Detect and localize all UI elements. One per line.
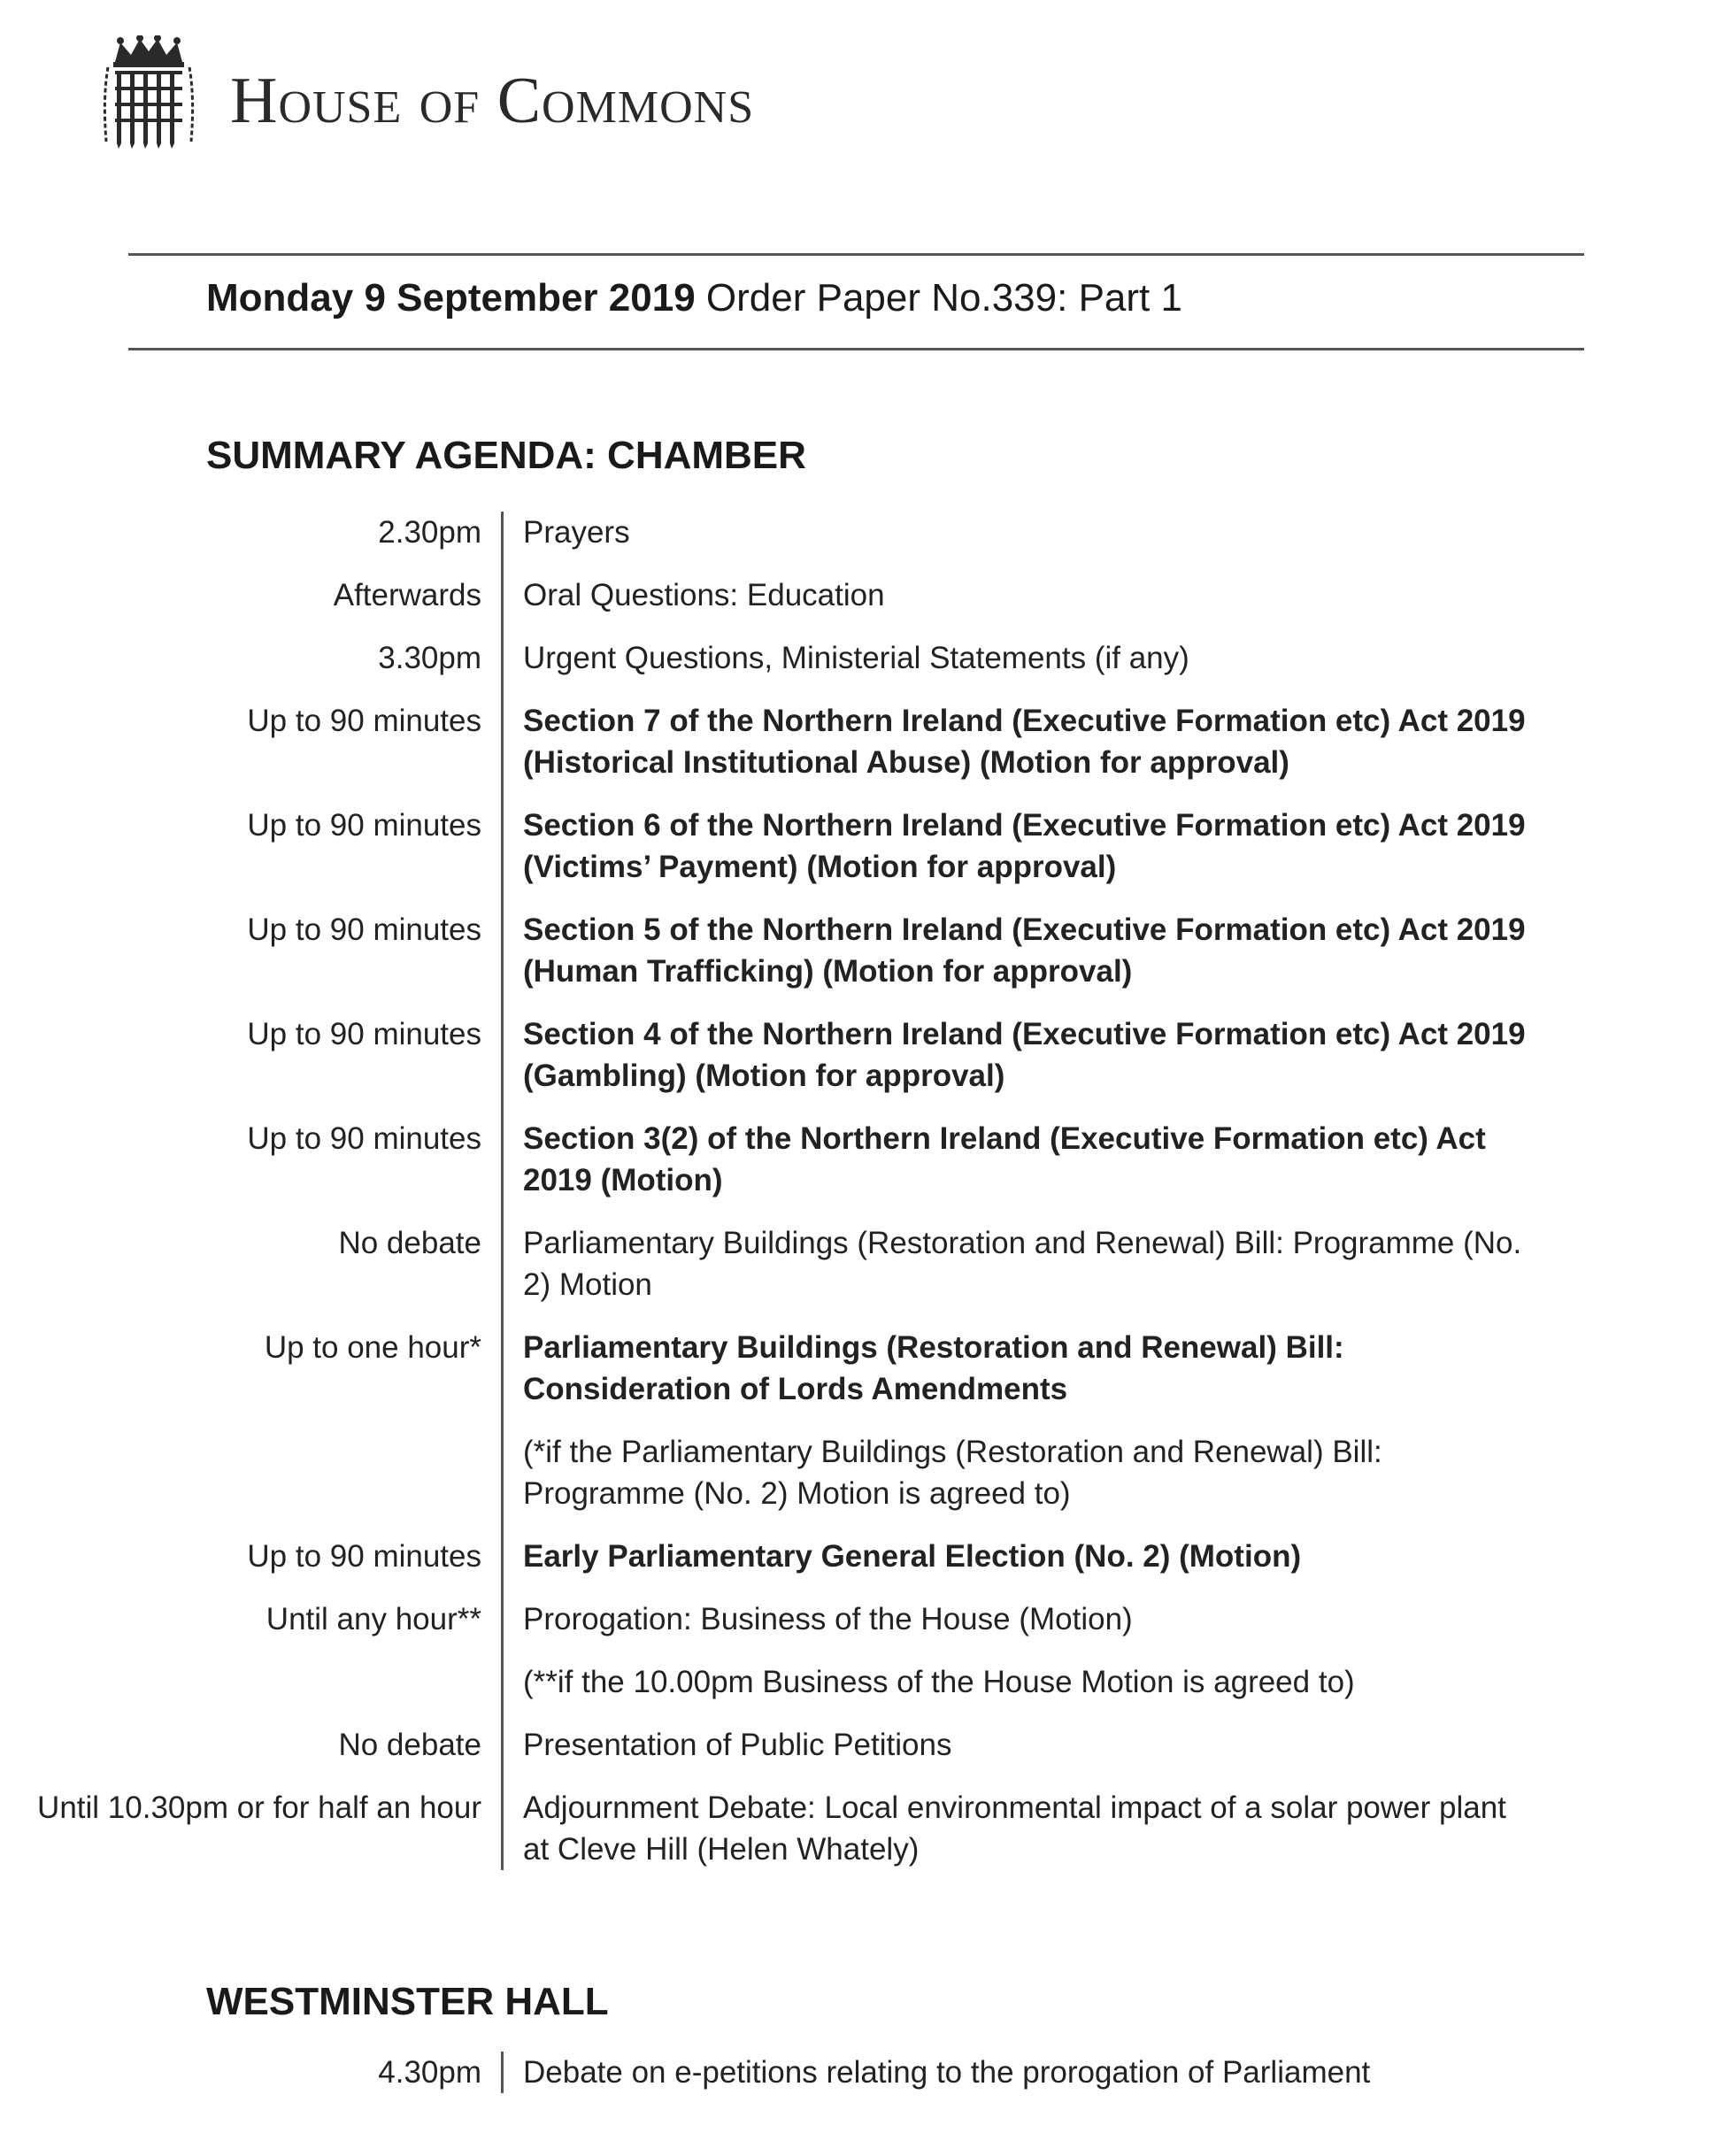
westminster-hall-heading: WESTMINSTER HALL (206, 1980, 609, 2023)
agenda-item: Section 5 of the Northern Ireland (Executive Formation etc) Act 2019 (Human Trafficking) (Motion for approval) (523, 912, 1526, 989)
agenda-item: Section 7 of the Northern Ireland (Executive Formation etc) Act 2019 (Historical Institutional Abuse) (Motion for approval) (523, 704, 1526, 780)
agenda-item: Presentation of Public Petitions (523, 1728, 952, 1762)
agenda-time: 3.30pm (378, 641, 481, 675)
agenda-row (0, 1327, 1724, 1431)
agenda-item: Debate on e-petitions relating to the prorogation of Parliament (523, 2055, 1371, 2090)
agenda-time: Up to 90 minutes (247, 912, 481, 947)
agenda-row (0, 1013, 1724, 1118)
agenda-item: Oral Questions: Education (523, 578, 885, 612)
agenda-row-note (0, 1661, 1724, 1724)
agenda-time: Up to one hour* (264, 1330, 481, 1365)
header-rule-top (128, 253, 1584, 256)
agenda-item: Section 3(2) of the Northern Ireland (Executive Formation etc) Act 2019 (Motion) (523, 1121, 1486, 1197)
agenda-time: Up to 90 minutes (247, 704, 481, 738)
agenda-item: Prorogation: Business of the House (Motion) (523, 1602, 1133, 1636)
header-rule-bottom (128, 348, 1584, 350)
agenda-row (0, 1787, 1724, 1870)
agenda-time: Up to 90 minutes (247, 1121, 481, 1156)
agenda-item: Urgent Questions, Ministerial Statements (if any) (523, 641, 1189, 675)
agenda-time: Up to 90 minutes (247, 1017, 481, 1051)
agenda-item: Section 6 of the Northern Ireland (Executive Formation etc) Act 2019 (Victims’ Payment) (Motion for approval) (523, 808, 1526, 884)
agenda-time (0, 1431, 501, 1536)
agenda-item: Prayers (523, 515, 630, 550)
chamber-agenda (0, 512, 1724, 1870)
agenda-row (0, 512, 1724, 574)
agenda-item: Parliamentary Buildings (Restoration and Renewal) Bill: Consideration of Lords Amendments (523, 1330, 1344, 1406)
agenda-time: Afterwards (333, 578, 481, 612)
agenda-row (0, 1536, 1724, 1598)
agenda-time: Until any hour** (266, 1602, 481, 1636)
order-paper-date: Monday 9 September 2019 (206, 276, 696, 320)
agenda-time: Up to 90 minutes (247, 808, 481, 843)
order-paper-dateline (206, 276, 1182, 320)
westminster-hall-agenda (0, 2052, 1724, 2093)
agenda-time: Until 10.30pm or for half an hour (37, 1790, 481, 1825)
agenda-item: Adjournment Debate: Local environmental impact of a solar power plant at Cleve Hill (Helen Whately) (523, 1790, 1506, 1867)
agenda-row (0, 1724, 1724, 1787)
agenda-row (0, 909, 1724, 1013)
agenda-row-note (0, 1431, 1724, 1536)
portcullis-icon (103, 35, 195, 150)
agenda-note: (**if the 10.00pm Business of the House Motion is agreed to) (523, 1665, 1355, 1699)
house-of-commons-logo (103, 35, 754, 150)
agenda-row (0, 574, 1724, 637)
chamber-heading: SUMMARY AGENDA: CHAMBER (206, 434, 806, 477)
agenda-time (0, 1661, 501, 1724)
agenda-note: (*if the Parliamentary Buildings (Restoration and Renewal) Bill: Programme (No. 2) Motion is agreed to) (523, 1435, 1382, 1511)
agenda-row (0, 1118, 1724, 1222)
agenda-row (0, 1222, 1724, 1327)
agenda-item: Section 4 of the Northern Ireland (Executive Formation etc) Act 2019 (Gambling) (Motion for approval) (523, 1017, 1526, 1093)
agenda-row (0, 700, 1724, 805)
agenda-time: No debate (338, 1226, 481, 1260)
agenda-item: Early Parliamentary General Election (No. 2) (Motion) (523, 1539, 1302, 1574)
agenda-row (0, 805, 1724, 909)
agenda-time: 2.30pm (378, 515, 481, 550)
agenda-row (0, 2052, 1724, 2093)
agenda-item: Parliamentary Buildings (Restoration and Renewal) Bill: Programme (No. 2) Motion (523, 1226, 1522, 1302)
agenda-row (0, 637, 1724, 700)
agenda-time: Up to 90 minutes (247, 1539, 481, 1574)
order-paper-number: Order Paper No.339: Part 1 (705, 276, 1182, 320)
agenda-row (0, 1598, 1724, 1661)
agenda-time: No debate (338, 1728, 481, 1762)
house-of-commons-wordmark: House of Commons (230, 64, 755, 137)
agenda-time: 4.30pm (378, 2055, 481, 2090)
